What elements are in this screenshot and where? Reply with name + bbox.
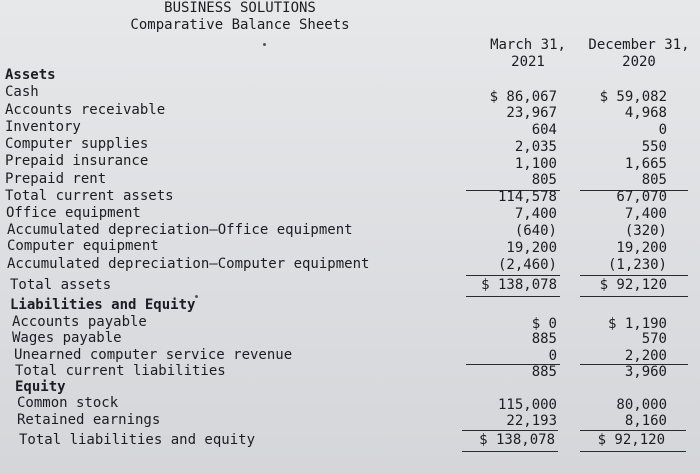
acc-dep-office-label: Accumulated depreciation—Office equipment — [7, 222, 353, 238]
rule-dec-total-le — [580, 430, 686, 431]
acc-dep-comp-label: Accumulated depreciation—Computer equipment — [7, 256, 370, 272]
wages-mar: 885 — [531, 331, 557, 347]
inventory-dec: 0 — [658, 122, 667, 138]
col-march-header — [478, 37, 578, 71]
ar-dec: 4,968 — [624, 105, 667, 121]
prepaid-rent-mar: 805 — [531, 172, 557, 188]
assets-heading: Assets — [5, 67, 56, 83]
acc-dep-comp-mar: (2,460) — [497, 257, 557, 273]
supplies-dec: 550 — [641, 139, 667, 155]
comp-eq-mar: 19,200 — [506, 240, 557, 256]
ap-dec: $ 1,190 — [607, 316, 667, 332]
comp-eq-dec: 19,200 — [616, 240, 667, 256]
wages-dec: 570 — [641, 331, 667, 347]
inventory-mar: 604 — [531, 122, 557, 138]
comp-eq-label: Computer equipment — [7, 238, 159, 254]
tca-mar: 114,578 — [497, 189, 557, 205]
col-march-line2: 2021 — [511, 54, 545, 70]
cs-dec: 80,000 — [616, 397, 667, 413]
prepaid-ins-label: Prepaid insurance — [5, 153, 149, 169]
tcl-dec: 3,960 — [624, 364, 667, 380]
tca-dec: 67,070 — [616, 189, 667, 205]
cash-mar: $ 86,067 — [489, 89, 557, 105]
liabilities-heading: Liabilities and Equity — [10, 297, 196, 313]
supplies-mar: 2,035 — [514, 139, 557, 155]
ap-mar: $ 0 — [531, 316, 557, 332]
re-label: Retained earnings — [17, 412, 161, 428]
col-march-line1: March 31, — [490, 37, 566, 53]
unearned-dec: 2,200 — [624, 348, 667, 364]
re-dec: 8,160 — [624, 413, 667, 429]
total-le-dec: $ 92,120 — [597, 432, 665, 448]
supplies-label: Computer supplies — [5, 136, 149, 152]
double-rule-dec-le — [580, 451, 686, 452]
rule-mar-total-le — [462, 430, 558, 431]
inventory-label: Inventory — [5, 119, 81, 135]
cash-label: Cash — [5, 84, 39, 100]
double-rule-mar-assets — [466, 296, 560, 297]
ap-label: Accounts payable — [12, 314, 147, 330]
office-eq-mar: 7,400 — [514, 206, 557, 222]
equity-heading: Equity — [15, 379, 66, 395]
ar-mar: 23,967 — [506, 105, 557, 121]
prepaid-ins-dec: 1,665 — [624, 156, 667, 172]
statement-title: Comparative Balance Sheets — [130, 17, 350, 33]
double-rule-mar-le — [462, 451, 558, 452]
prepaid-ins-mar: 1,100 — [514, 156, 557, 172]
speck-dot — [263, 43, 266, 46]
cash-dec: $ 59,082 — [599, 89, 667, 105]
col-dec-line2: 2020 — [622, 54, 656, 70]
prepaid-rent-label: Prepaid rent — [5, 171, 107, 187]
total-assets-label: Total assets — [10, 277, 112, 293]
acc-dep-comp-dec: (1,230) — [607, 257, 667, 273]
tcl-mar: 885 — [531, 364, 557, 380]
col-dec-line1: December 31, — [588, 37, 690, 53]
ar-label: Accounts receivable — [5, 102, 166, 118]
office-eq-label: Office equipment — [6, 205, 141, 221]
office-eq-dec: 7,400 — [624, 206, 667, 222]
tcl-label: Total current liabilities — [15, 363, 226, 379]
rule-dec-total-assets — [580, 275, 688, 276]
cs-label: Common stock — [17, 395, 119, 411]
cs-mar: 115,000 — [497, 397, 557, 413]
col-december-header — [580, 37, 698, 71]
acc-dep-office-mar: (640) — [514, 223, 557, 239]
speck-dot — [195, 295, 198, 298]
prepaid-rent-dec: 805 — [641, 172, 667, 188]
company-name: BUSINESS SOLUTIONS — [164, 0, 316, 16]
total-assets-dec: $ 92,120 — [599, 277, 667, 293]
unearned-mar: 0 — [548, 348, 557, 364]
rule-mar-total-assets — [466, 275, 560, 276]
total-assets-mar: $ 138,078 — [481, 277, 557, 293]
total-le-label: Total liabilities and equity — [19, 432, 256, 448]
total-le-mar: $ 138,078 — [479, 432, 555, 448]
re-mar: 22,193 — [506, 413, 557, 429]
tca-label: Total current assets — [5, 188, 174, 204]
double-rule-dec-assets — [580, 296, 688, 297]
acc-dep-office-dec: (320) — [624, 223, 667, 239]
unearned-label: Unearned computer service revenue — [14, 347, 293, 363]
wages-label: Wages payable — [12, 330, 122, 346]
